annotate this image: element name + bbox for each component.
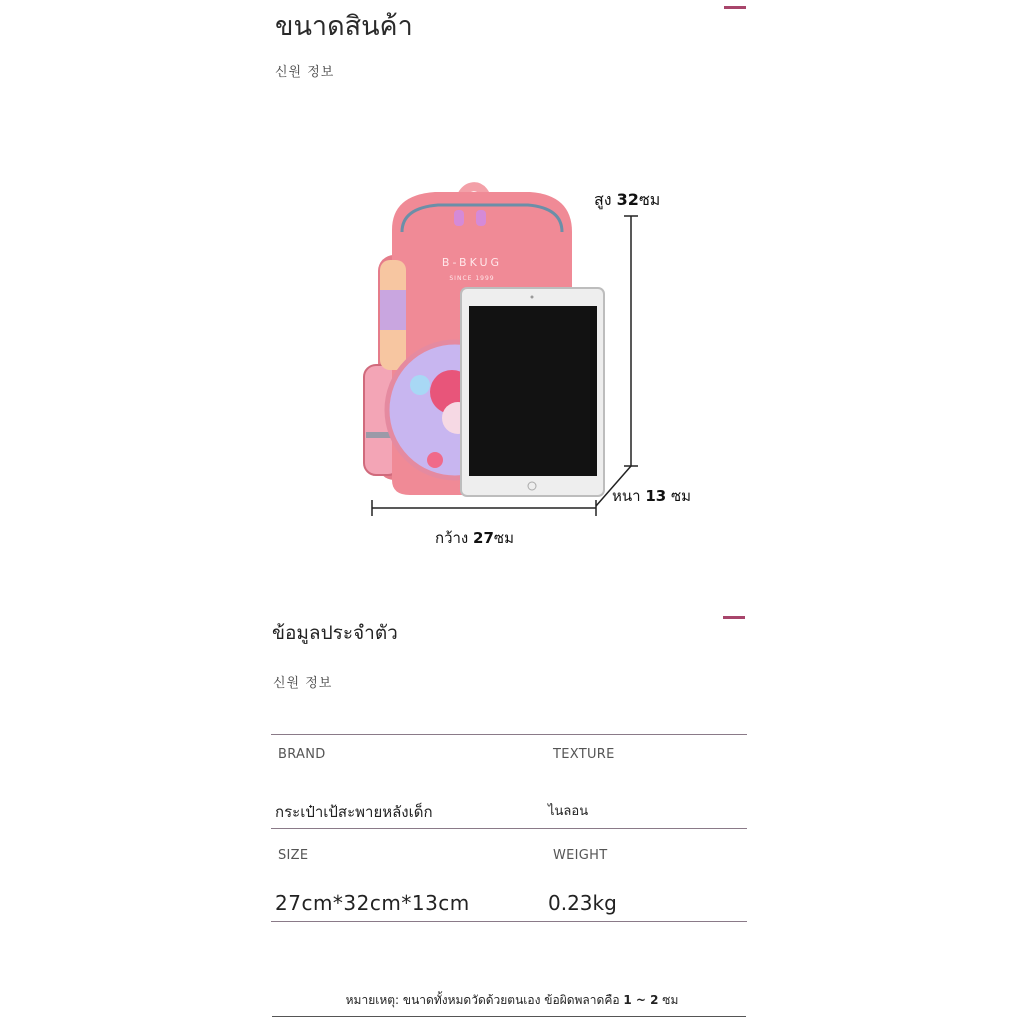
depth-dimension-label: หนา 13 ซม — [612, 487, 692, 505]
section-subtitle: 신원 정보 — [275, 65, 335, 80]
section-title-info: ข้อมูลประจำตัว — [272, 622, 398, 644]
height-dimension-label: สูง 32ซม — [594, 190, 661, 209]
dimension-lines — [360, 210, 660, 530]
section-title-size: ขนาดสินค้า — [275, 11, 413, 42]
table-divider — [271, 921, 747, 922]
section-subtitle: 신원 정보 — [273, 676, 333, 691]
weight-label: WEIGHT — [553, 848, 608, 863]
bag-brand-text: B-BKUG — [441, 256, 503, 269]
texture-label: TEXTURE — [553, 747, 615, 762]
width-dimension-label: กว้าง 27ซม — [435, 529, 514, 547]
table-divider — [271, 734, 747, 735]
bag-since-text: SINCE 1999 — [449, 275, 495, 282]
size-value: 27cm*32cm*13cm — [275, 891, 470, 915]
weight-value: 0.23kg — [548, 891, 617, 915]
table-divider — [271, 828, 747, 829]
footer-divider — [272, 1016, 746, 1017]
texture-value: ไนลอน — [548, 804, 589, 819]
brand-value: กระเป๋าเป้สะพายหลังเด็ก — [275, 803, 433, 821]
size-label: SIZE — [278, 848, 309, 863]
measurement-note: หมายเหตุ: ขนาดทั้งหมดวัดด้วยตนเอง ข้อผิดพลาดคือ 1 ~ 2 ซม — [345, 993, 679, 1007]
brand-label: BRAND — [278, 747, 326, 762]
accent-bar — [724, 6, 746, 9]
accent-bar — [723, 616, 745, 619]
